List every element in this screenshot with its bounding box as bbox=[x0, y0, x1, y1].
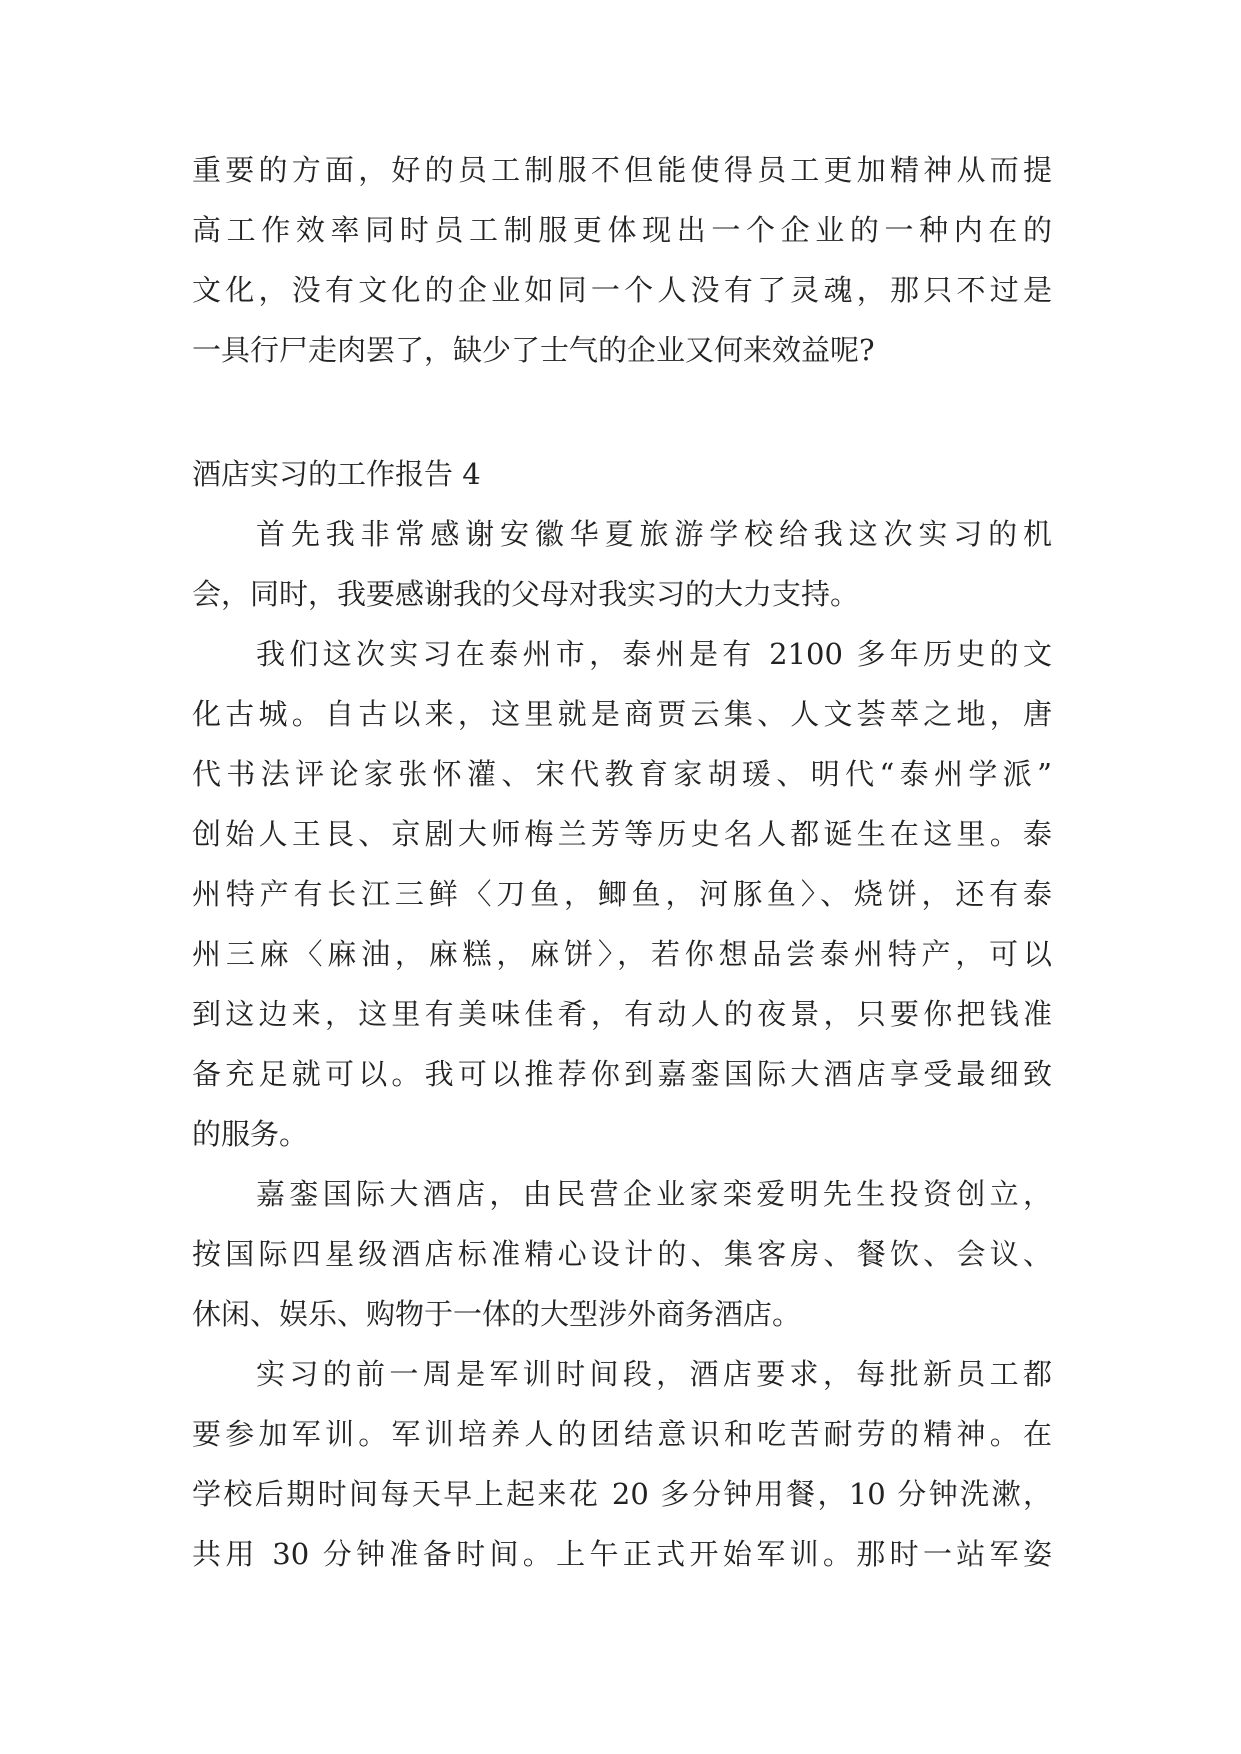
text-line: 的服务。 bbox=[192, 1117, 309, 1151]
text-line: 我们这次实习在泰州市，泰州是有 2100 多年历史的文 bbox=[256, 637, 1052, 671]
text-line: 会，同时，我要感谢我的父母对我实习的大力支持。 bbox=[192, 577, 860, 611]
text-line: 共用 30 分钟准备时间。上午正式开始军训。那时一站军姿 bbox=[192, 1537, 1052, 1571]
text-line: 文化，没有文化的企业如同一个人没有了灵魂，那只不过是 bbox=[192, 273, 1052, 307]
section-title: 酒店实习的工作报告 4 bbox=[192, 457, 481, 491]
text-line: 按国际四星级酒店标准精心设计的、集客房、餐饮、会议、 bbox=[192, 1237, 1052, 1271]
text-line: 嘉銮国际大酒店，由民营企业家栾爱明先生投资创立， bbox=[256, 1177, 1052, 1211]
text-line: 休闲、娱乐、购物于一体的大型涉外商务酒店。 bbox=[192, 1297, 802, 1331]
text-line: 一具行尸走肉罢了，缺少了士气的企业又何来效益呢? bbox=[192, 333, 875, 367]
text-line: 州三麻〈麻油，麻糕，麻饼〉，若你想品尝泰州特产，可以 bbox=[192, 937, 1052, 971]
text-line: 化古城。自古以来，这里就是商贾云集、人文荟萃之地，唐 bbox=[192, 697, 1052, 731]
text-line: 实习的前一周是军训时间段，酒店要求，每批新员工都 bbox=[256, 1357, 1052, 1391]
text-line: 重要的方面，好的员工制服不但能使得员工更加精神从而提 bbox=[192, 153, 1052, 187]
text-line: 要参加军训。军训培养人的团结意识和吃苦耐劳的精神。在 bbox=[192, 1417, 1052, 1451]
text-line: 州特产有长江三鲜〈刀鱼，鲫鱼，河豚鱼〉、烧饼，还有泰 bbox=[192, 877, 1052, 911]
text-line: 创始人王艮、京剧大师梅兰芳等历史名人都诞生在这里。泰 bbox=[192, 817, 1052, 851]
text-line: 高工作效率同时员工制服更体现出一个企业的一种内在的 bbox=[192, 213, 1052, 247]
text-line: 学校后期时间每天早上起来花 20 多分钟用餐，10 分钟洗漱， bbox=[192, 1477, 1052, 1511]
text-line: 首先我非常感谢安徽华夏旅游学校给我这次实习的机 bbox=[256, 517, 1052, 551]
text-line: 到这边来，这里有美味佳肴，有动人的夜景，只要你把钱准 bbox=[192, 997, 1052, 1031]
text-line: 代书法评论家张怀灌、宋代教育家胡瑗、明代“泰州学派” bbox=[192, 757, 1052, 791]
text-line: 备充足就可以。我可以推荐你到嘉銮国际大酒店享受最细致 bbox=[192, 1057, 1052, 1091]
